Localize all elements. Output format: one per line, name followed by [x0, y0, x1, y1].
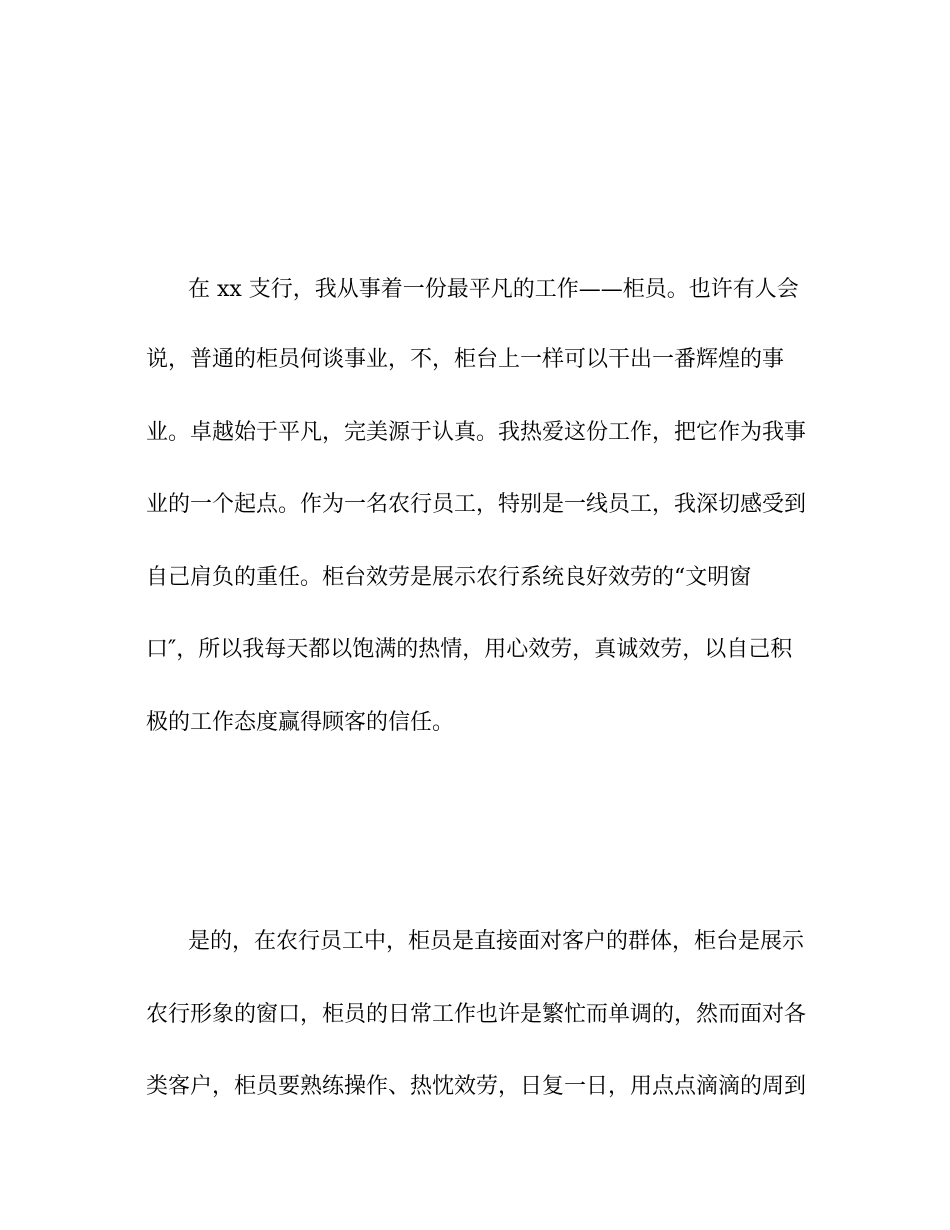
paragraph-line: 在 xx 支行，我从事着一份最平凡的工作——柜员。也许有人会	[188, 277, 799, 302]
paragraph-line: 农行形象的窗口，柜员的日常工作也许是繁忙而单调的，然而面对各	[146, 1002, 807, 1027]
paragraph-line: 业的一个起点。作为一名农行员工，特别是一线员工，我深切感受到	[146, 492, 807, 517]
paragraph-line: 是的，在农行员工中，柜员是直接面对客户的群体，柜台是展示	[188, 929, 805, 954]
paragraph-line: 说，普通的柜员何谈事业，不，柜台上一样可以干出一番辉煌的事	[146, 347, 785, 372]
paragraph-line: 业。卓越始于平凡，完美源于认真。我热爱这份工作，把它作为我事	[146, 420, 807, 445]
paragraph-line: 极的工作态度赢得顾客的信任。	[146, 710, 455, 735]
paragraph-line: 类客户，柜员要熟练操作、热忱效劳，日复一日，用点点滴滴的周到	[146, 1074, 807, 1099]
paragraph-line: 自己肩负的重任。柜台效劳是展示农行系统良好效劳的“文明窗	[146, 565, 752, 590]
paragraph-line: 口″，所以我每天都以饱满的热情，用心效劳，真诚效劳，以自己积	[146, 637, 793, 662]
